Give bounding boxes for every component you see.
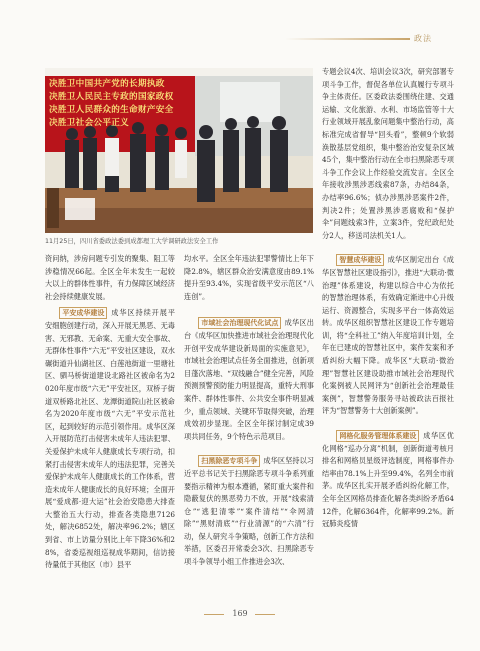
banner-line: 决胜卫人民民主专政的国家政权 (49, 92, 174, 102)
paragraph: 专题会议4次、培训会议3次，研究部署专项斗争工作，督促各单位认真履行专项斗争主体责任。区委政法委围绕住建、交通运输、文化旅游、水利、市场监管等十大行业领域开展乱象问题集中整治行动，高标准完成省督导“回头看”，整顿9个软弱涣散基层党组织，集中整治治安复杂区域45个，集中整治行动在全市扫黑除恶专项斗争工作会议上作经验交流发言。全区全年接收涉黑涉恶线索87条，办结84条，办结率96.6%；侦办涉黑涉恶案件2件，判决2件；处置涉黑涉恶腐败和“保护伞”问题线索3件，立案3件，党纪政纪处分2人，移送司法机关1人。 (322, 67, 454, 240)
column-3 (322, 66, 454, 606)
section-text: 成华区出台《成华区加快推进市域社会治理现代化开创平安成华建设新局面的实施意见》，市域社会治理试点任务全面推进，创新项目蓬次落地、“双线融合”健全完善，风险预测预警预防能力明显提高，重特大刑事案件、群体性事件、公共安全事件明显减少，重点领域、关键环节取得突破，治理成效初步显现。全区全年探讨制定成39项共同任务，9个特色示范项目。 (184, 318, 314, 441)
section-tag: 平安成华建设 (59, 307, 107, 319)
section-tag: 智慧成华建设 (336, 254, 384, 266)
header-rule (285, 38, 410, 40)
page-number: 169 (232, 609, 248, 618)
photo-caption: 11月25日，四川省委政法委到成都理工大学调研政法安全工作 (45, 238, 219, 245)
banner-line: 决胜卫中国共产党的长期执政 (49, 79, 165, 89)
section-text: 成华区持续开展平安细胞创建行动，深入开展无黑恶、无毒害、无邪教、无命案、无重大安全事故、无群体性事件“六无”平安社区建设，双水碾街道升仙湖社区、白莲池街道一里塘社区、驷马桥街道建设北路社区被命名为2020年度市级“六无”平安社区，双桥子街道双桥路北社区、龙潭街道院山社区被命名为2020年度市级“六无”平安示范社区，起到较好的示范引领作用。成华区深入开展防范打击侵害未成年人违法犯罪、关爱保护未成年人健康成长专项行动，扣紧打击侵害未成年人的违法犯罪，完善关爱保护未成年人健康成长的工作体系，营造未成年人健康成长的良好环境；全面开展“爱成都·迎大运”社会治安隐患大排查大整治五大行动，排查各类隐患7126处，解决6852处，解决率96.2%；辖区到省、市上访量分别比上年下降36%和28%，省委巡视组巡视成华期间，信访接待量低于其他区（市）县平 (45, 308, 175, 570)
section-paragraph (322, 254, 454, 418)
banner-line: 决胜卫社会公平正义 (49, 118, 130, 128)
section-tag: 扫黑除恶专项斗争 (198, 455, 260, 467)
page-number-rule (255, 614, 275, 615)
section-label: 政法 (414, 34, 432, 43)
paragraph: 均水平。全区全年违法犯罪警情比上年下降2.8%，辖区群众治安满意度由89.1%提升至93.4%，实现省级平安示范区“八连创”。 (184, 254, 314, 301)
section-paragraph (184, 317, 314, 443)
paragraph: 资问纳，涉房问题专引发的聚集、阻工等涉稳情况66起。全区全年未发生一起较大以上的群体性事件，有力保障区域经济社会持续健康发展。 (45, 254, 175, 301)
banner-line: 决胜卫人民群众的生命财产安全 (49, 105, 174, 115)
section-paragraph (322, 430, 454, 531)
section-tag: 市域社会治理现代化试点 (198, 317, 281, 329)
section-text: 成华区制定出台《成华区智慧社区建设指引》，推进“大联动·微治理”体系建设，构建以综合中心为依托的智慧治理体系，有效确定渐进中心升级运行、资源整合，实现多平台一体高效运转。成华区组织智慧社区建设工作专题培训，将“全科社工”纳入年度培训计划，全年在已建成的智慧社区中，案件发案和矛盾纠纷大幅下降。成华区“大联动·微治理”智慧社区建设助推市域社会治理现代化案例被人民网评为“创新社会治理最佳案例”，智慧警务服务寻站被政法百报社评为“智慧警务十大创新案例”。 (322, 255, 454, 416)
column-2 (184, 253, 314, 605)
section-paragraph (184, 455, 314, 568)
section-paragraph (45, 307, 175, 571)
section-text: 成华区优化网格“巡办分离”机制，创新街道考核月排名和网格员星级评选制度，网格事件办结率由78.1%上升至99.4%，名列全市前茅。成华区扎实开展矛盾纠纷化解工作，全年全区网格员排查化解各类纠纷矛盾6412件，化解6364件，化解率99.2%。新冠肺炎疫情 (322, 431, 454, 529)
column-1 (45, 253, 175, 605)
meeting-photo (45, 68, 313, 233)
section-tag: 网格化服务管理体系建设 (336, 430, 419, 442)
page-number-rule (204, 614, 224, 615)
section-text: 成华区坚持以习近平总书记关于扫黑除恶专项斗争系列重要指示精神为根本遵循，紧盯重大案件和隐蔽复伏的黑恶势力不放，开展“线索清仓”“逃犯清零”“案件清结”“伞网清除”“黑财清底”“行业清源”的“六清”行动，保人研究斗争策略，创新工作方法和举措，区委召开常委会3次、扫黑除恶专项斗争领导小组工作推进会3次、 (184, 456, 314, 567)
